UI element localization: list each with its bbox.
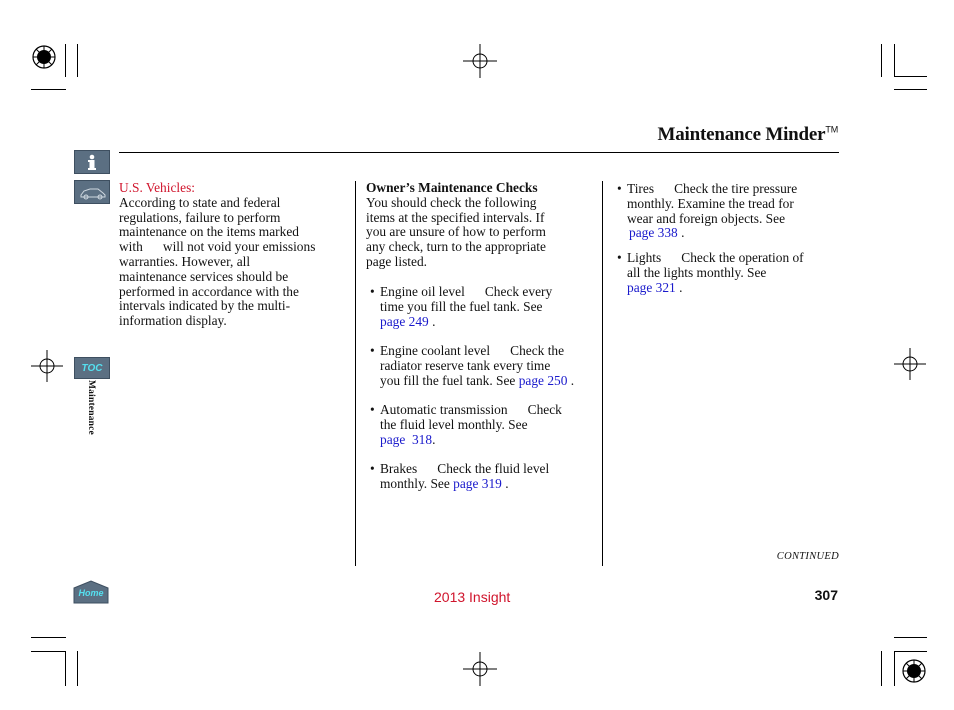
section-tab-label [86, 380, 100, 460]
crosshair-icon [463, 652, 497, 686]
continued-label: CONTINUED [776, 551, 839, 562]
info-icon [75, 151, 109, 173]
emissions-line: with will not void your emissions [119, 239, 316, 255]
page-link[interactable]: page 318 [380, 431, 433, 447]
column-divider [355, 181, 356, 566]
owner-checks-heading: Owner’s Maintenance Checks [366, 180, 538, 195]
emissions-line: performed in accordance with the [119, 283, 299, 299]
info-button[interactable] [74, 150, 110, 174]
header-rule [119, 152, 839, 153]
check-line: all the lights monthly. See [627, 264, 767, 280]
crosshair-icon [463, 44, 497, 78]
check-line: time you fill the fuel tank. See [380, 298, 543, 314]
emissions-line: information display. [119, 313, 227, 329]
crosshair-icon [894, 348, 926, 380]
page-link[interactable]: page 338 [629, 225, 678, 241]
intro-line: page listed. [366, 253, 427, 269]
page-link[interactable]: page 250 [518, 372, 568, 388]
page-title [657, 124, 838, 146]
check-line: Engine coolant level Check the [380, 343, 565, 358]
link-period: . [677, 225, 685, 241]
home-button[interactable] [73, 580, 109, 604]
page-number: 307 [814, 587, 838, 603]
emissions-line: regulations, failure to perform [119, 209, 281, 225]
link-period: . [567, 372, 575, 388]
check-line: you fill the fuel tank. See [380, 372, 516, 388]
check-line: Automatic transmission Check [380, 402, 562, 417]
emissions-line: maintenance on the items marked [119, 224, 299, 240]
check-item-tires [617, 181, 839, 241]
owner-checks-intro [366, 181, 598, 270]
bullet: • [617, 250, 622, 265]
model-year-label: 2013 Insight [434, 589, 511, 605]
page-link[interactable]: page 319 [453, 475, 502, 491]
check-line: the fluid level monthly. See [380, 416, 528, 432]
bullet: • [370, 343, 375, 358]
check-line: radiator reserve tank every time [380, 357, 551, 373]
page-title-text: Maintenance Minder [657, 124, 826, 145]
car-icon [75, 181, 109, 203]
intro-line: You should check the following [366, 194, 537, 210]
registration-star-icon [31, 44, 57, 70]
check-line: Lights Check the operation of [627, 250, 804, 265]
page-link[interactable]: page 321 [627, 279, 676, 295]
check-line: Engine oil level Check every [380, 284, 553, 299]
check-line: monthly. Examine the tread for [627, 195, 794, 211]
us-vehicles-section [119, 181, 351, 329]
us-vehicles-heading: U.S. Vehicles: [119, 180, 196, 195]
check-item-lights [617, 250, 839, 295]
check-line: monthly. See [380, 475, 450, 491]
emissions-line: According to state and federal [119, 194, 281, 210]
link-period: . [428, 313, 436, 329]
vehicle-button[interactable] [74, 180, 110, 204]
bullet: • [617, 181, 622, 196]
column-divider [602, 181, 603, 566]
intro-line: any check, turn to the appropriate [366, 239, 546, 255]
toc-button[interactable] [74, 357, 110, 379]
link-period: . [501, 475, 509, 491]
page-link[interactable]: page 249 [380, 313, 429, 329]
check-line: Tires Check the tire pressure [627, 181, 798, 196]
check-item-brakes [370, 461, 600, 492]
link-period: . [432, 431, 436, 447]
registration-star-icon [901, 658, 927, 684]
intro-line: items at the specified intervals. If [366, 209, 545, 225]
bullet: • [370, 284, 375, 299]
emissions-line: warranties. However, all [119, 253, 251, 269]
emissions-line: intervals indicated by the multi- [119, 298, 291, 314]
check-item-engine-oil [370, 284, 600, 329]
link-period: . [675, 279, 683, 295]
check-line: wear and foreign objects. See [627, 210, 786, 226]
intro-line: you are unsure of how to perform [366, 224, 546, 240]
home-label: Home [78, 588, 104, 598]
emissions-line: maintenance services should be [119, 268, 289, 284]
toc-label: TOC [81, 362, 103, 374]
bullet: • [370, 402, 375, 417]
check-item-transmission [370, 402, 600, 447]
bullet: • [370, 461, 375, 476]
section-tab-text: Maintenance [86, 380, 96, 435]
check-line: Brakes Check the fluid level [380, 461, 550, 476]
trademark-mark: TM [825, 124, 838, 135]
check-item-engine-coolant [370, 343, 602, 388]
crosshair-icon [31, 350, 63, 382]
